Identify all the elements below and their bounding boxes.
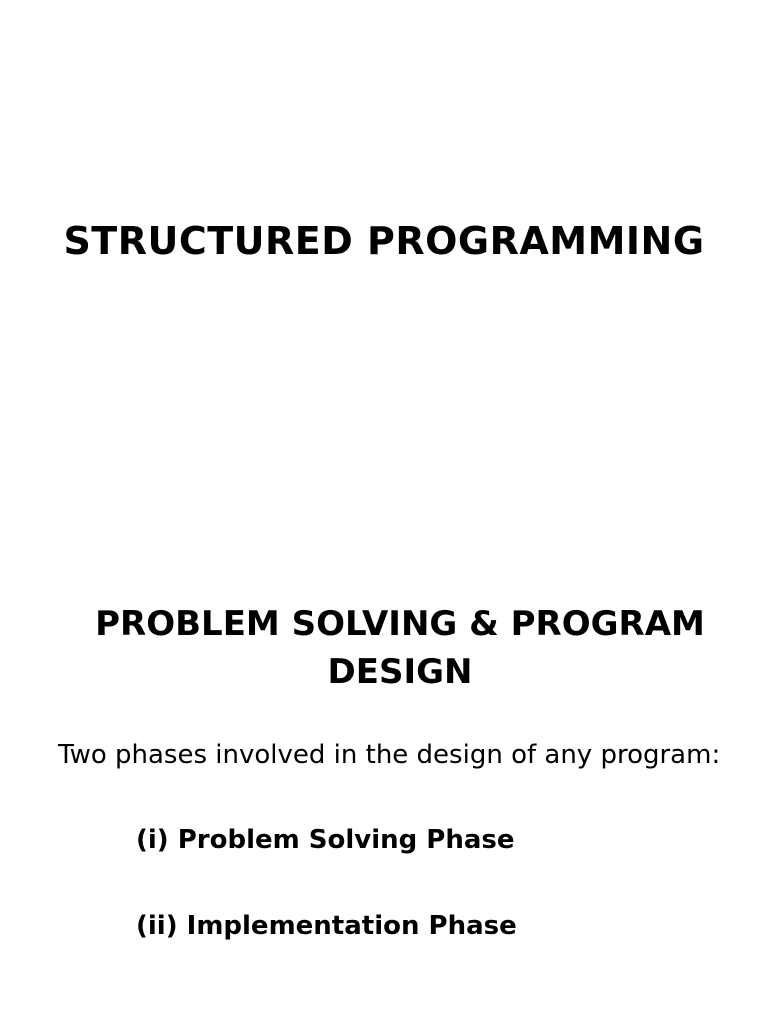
content-slide — [0, 512, 768, 1024]
intro-text: Two phases involved in the design of any program: — [58, 740, 721, 770]
phase-item-problem-solving: (i) Problem Solving Phase — [136, 825, 515, 855]
section-heading: PROBLEM SOLVING & PROGRAM DESIGN — [95, 604, 705, 692]
slide-title: STRUCTURED PROGRAMMING — [63, 219, 705, 263]
phase-item-implementation: (ii) Implementation Phase — [136, 911, 517, 941]
phase-list — [136, 822, 517, 994]
